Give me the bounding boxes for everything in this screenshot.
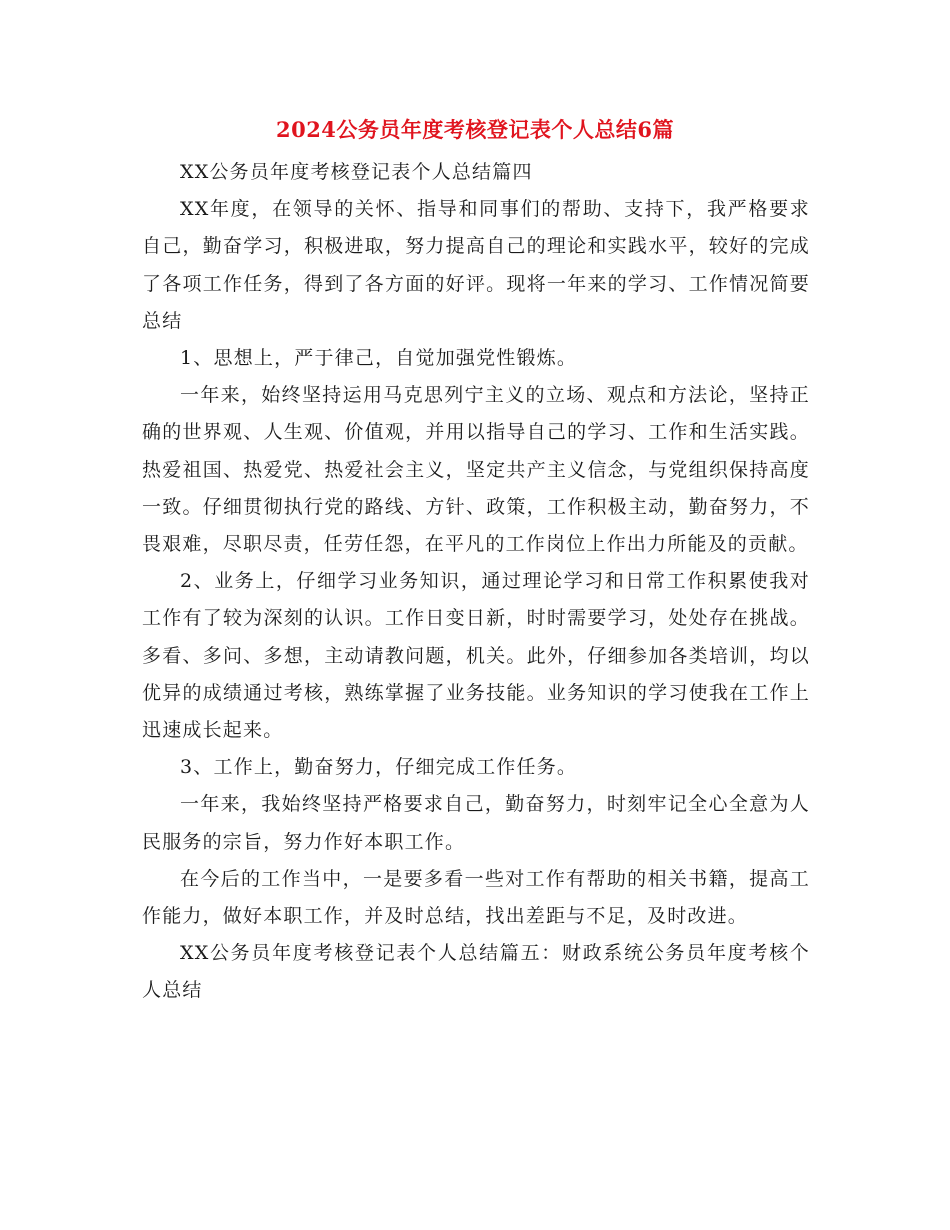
paragraph-future-plan: 在今后的工作当中，一是要多看一些对工作有帮助的相关书籍，提高工作能力，做好本职工作，并及时总结，找出差距与不足，及时改进。 — [142, 867, 810, 928]
paragraph-point-3-heading: 3、工作上，勤奋努力，仔细完成工作任务。 — [180, 756, 578, 779]
paragraph-intro: XX年度，在领导的关怀、指导和同事们的帮助、支持下，我严格要求自己，勤奋学习，积极进取，努力提高自己的理论和实践水平，较好的完成了各项工作任务，得到了各方面的好评。现将一年来的学习、工作情况简要总结 — [142, 198, 810, 332]
document-title: 2024公务员年度考核登记表个人总结6篇 — [275, 117, 675, 142]
paragraph-section-heading-4: XX公务员年度考核登记表个人总结篇四 — [180, 161, 533, 183]
paragraph-point-1-body: 一年来，始终坚持运用马克思列宁主义的立场、观点和方法论，坚持正确的世界观、人生观、价值观，并用以指导自己的学习、工作和生活实践。热爱祖国、热爱党、热爱社会主义，坚定共产主义信念，与党组织保持高度一致。仔细贯彻执行党的路线、方针、政策，工作积极主动，勤奋努力，不畏艰难，尽职尽责，任劳任怨，在平凡的工作岗位上作出力所能及的贡献。 — [142, 384, 810, 556]
paragraph-point-2: 2、业务上，仔细学习业务知识，通过理论学习和日常工作积累使我对工作有了较为深刻的认识。工作日变日新，时时需要学习，处处存在挑战。多看、多问、多想，主动请教问题，机关。此外，仔细参加各类培训，均以优异的成绩通过考核，熟练掌握了业务技能。业务知识的学习使我在工作上迅速成长起来。 — [142, 570, 810, 742]
paragraph-section-heading-5: XX公务员年度考核登记表个人总结篇五：财政系统公务员年度考核个人总结 — [142, 942, 810, 1002]
document-body — [142, 154, 810, 1010]
paragraph-point-1-heading: 1、思想上，严于律己，自觉加强党性锻炼。 — [180, 347, 578, 370]
paragraph-point-3-body: 一年来，我始终坚持严格要求自己，勤奋努力，时刻牢记全心全意为人民服务的宗旨，努力作好本职工作。 — [142, 793, 810, 853]
